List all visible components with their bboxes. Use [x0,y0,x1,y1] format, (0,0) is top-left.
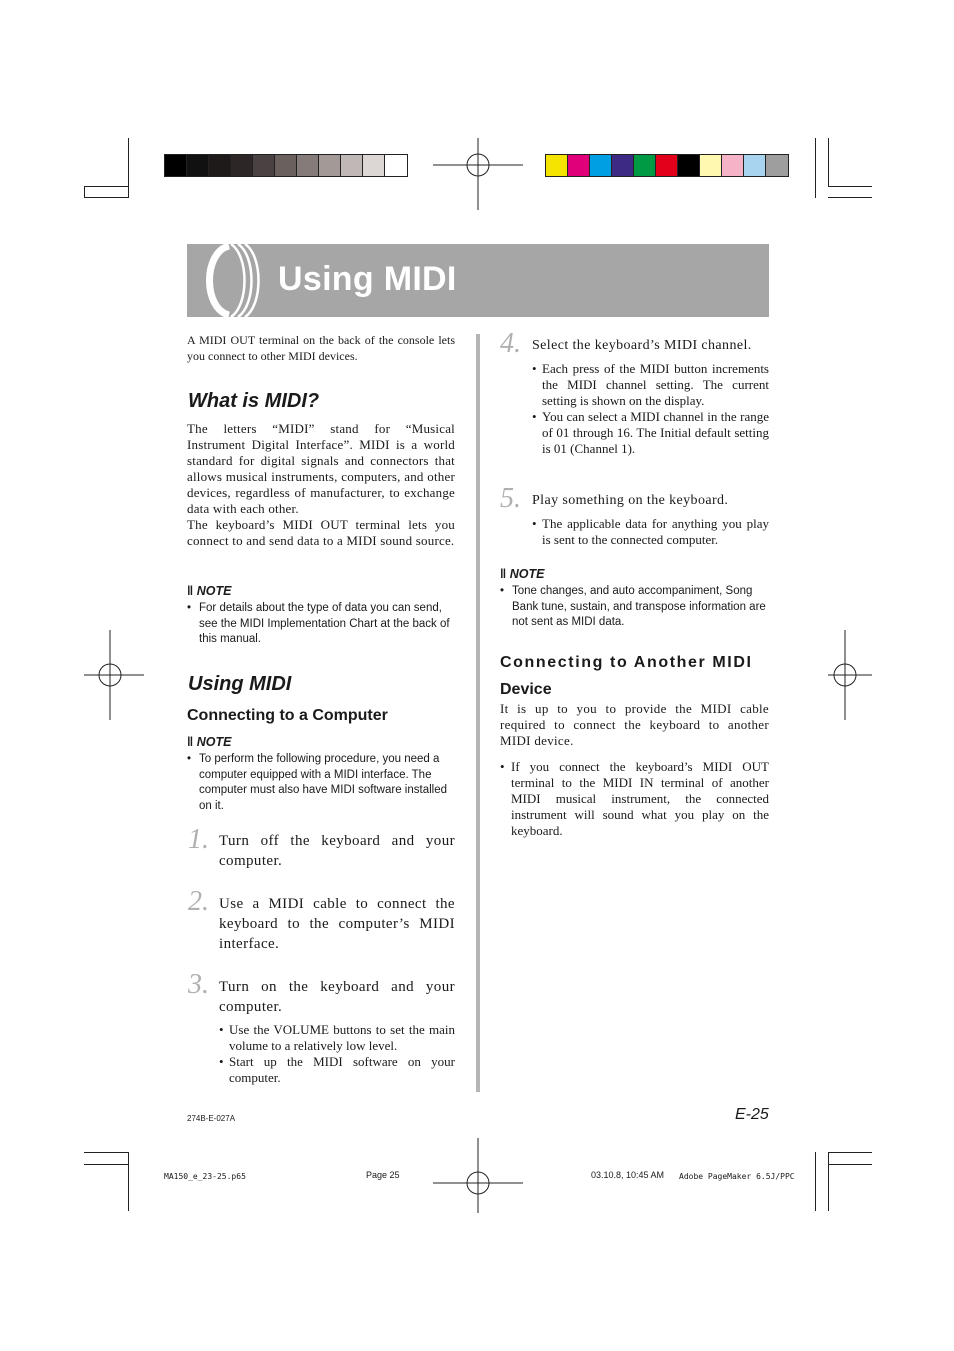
note-heading-1: ‖ NOTE [187,584,232,598]
list-item: • The applicable data for anything you play is sent to the connected computer. [532,516,769,547]
list-item: • You can select a MIDI channel in the range of 01 through 16. The Initial default setting is 01 (Channel 1). [532,409,769,456]
color-swatch [385,155,407,176]
title-banner [187,244,769,317]
color-swatch [722,155,744,176]
another-device-bullet: • If you connect the keyboard’s MIDI OUT terminal to the MIDI IN terminal of another MIDI musical instrument, the connected instrument will sound what you play on the keyboard. [500,759,769,838]
slug-page: Page 25 [366,1170,400,1180]
step-3-text: Turn on the keyboard and your computer. [219,979,455,1015]
note-1-item: • For details about the type of data you can send, see the MIDI Implementation Chart at the back of this manual. [187,602,450,645]
color-swatch [546,155,568,176]
color-swatch [363,155,385,176]
note-marker-icon: ‖ [187,735,194,749]
what-is-midi-heading: What is MIDI? [188,390,320,412]
color-swatch [568,155,590,176]
color-swatch [612,155,634,176]
what-is-midi-para1: The letters “MIDI” stand for “Musical Instrument Digital Interface”. MIDI is a world standard for digital signals and connectors that allows musical instruments, computers, and other devices, regardless of manufacturer, to exchange data with each other. [187,421,455,516]
slug-date: 03.10.8, 10:45 AM [591,1170,665,1180]
color-swatch [209,155,231,176]
intro-text: A MIDI OUT terminal on the back of the console lets you connect to other MIDI devices. [187,333,455,363]
step-3-number: 3. [188,969,209,1000]
banner-arc-decoration [195,244,265,317]
registration-mark-top [433,120,523,210]
note-marker-icon: ‖ [500,567,507,581]
color-swatch [590,155,612,176]
color-swatch [253,155,275,176]
step-1-number: 1. [188,824,209,855]
note-marker-icon: ‖ [187,584,194,598]
slug-application: Adobe PageMaker 6.5J/PPC [679,1172,795,1181]
color-swatch [275,155,297,176]
color-swatch [319,155,341,176]
note-heading-2: ‖ NOTE [187,735,232,749]
color-swatch [700,155,722,176]
step-2-text: Use a MIDI cable to connect the keyboard to the computer’s MIDI interface. [219,896,455,952]
registration-mark-bottom [433,1138,523,1228]
color-swatch [187,155,209,176]
list-item: • Start up the MIDI software on your computer. [219,1054,455,1085]
page-title: Using MIDI [278,260,457,298]
what-is-midi-para2: The keyboard’s MIDI OUT terminal lets you connect to and send data to a MIDI sound source. [187,517,455,548]
color-swatch [231,155,253,176]
another-device-para: It is up to you to provide the MIDI cable required to connect the keyboard to another MIDI device. [500,701,769,748]
color-swatch [165,155,187,176]
step-4-number: 4. [500,328,521,359]
color-swatch-bar [545,154,789,177]
color-swatch [297,155,319,176]
slug-filename: MA150_e_23-25.p65 [164,1172,246,1181]
step-3-bullets [219,1022,455,1086]
registration-mark-right [800,630,890,720]
step-5-bullets [532,516,769,548]
list-item: • Each press of the MIDI button increments the MIDI channel setting. The current setting is shown on the display. [532,361,769,408]
connecting-another-heading: Connecting to Another MIDI Device [500,654,753,698]
color-swatch [744,155,766,176]
color-swatch [634,155,656,176]
color-swatch [656,155,678,176]
color-swatch [766,155,788,176]
document-code: 274B-E-027A [187,1114,236,1123]
page-number: E-25 [735,1106,769,1123]
step-5-number: 5. [500,483,521,514]
note-heading-3: ‖ NOTE [500,567,545,581]
step-4-text: Select the keyboard’s MIDI channel. [532,338,752,353]
color-swatch [678,155,700,176]
note-3-item: • Tone changes, and auto accompaniment, Song Bank tune, sustain, and transpose information are not sent as MIDI data. [500,585,766,628]
step-2-number: 2. [188,886,209,917]
step-5-text: Play something on the keyboard. [532,493,729,508]
list-item: • Use the VOLUME buttons to set the main volume to a relatively low level. [219,1022,455,1053]
registration-mark-left [84,630,174,720]
step-4-bullets [532,361,769,457]
gray-swatch-bar [164,154,408,177]
connecting-computer-heading: Connecting to a Computer [187,707,388,724]
step-1-text: Turn off the keyboard and your computer. [219,833,455,869]
color-swatch [341,155,363,176]
using-midi-heading: Using MIDI [188,673,292,695]
note-2-item: • To perform the following procedure, you need a computer equipped with a MIDI interface. The computer must also have MIDI software installed on it. [187,753,447,812]
column-divider [476,334,480,1092]
